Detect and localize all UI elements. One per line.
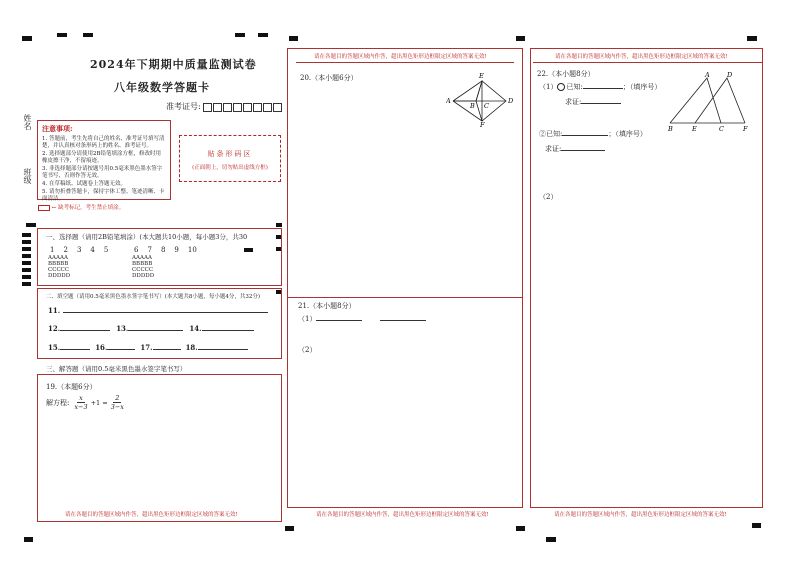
section2-box	[37, 288, 282, 359]
q22-p2-known: ②已知: ；（填序号）	[539, 130, 647, 138]
registration-mark	[83, 33, 93, 37]
answer-blank-16[interactable]	[107, 349, 135, 350]
registration-mark	[24, 537, 33, 542]
choice-number: 1	[50, 246, 55, 254]
absent-checkbox[interactable]	[38, 205, 50, 211]
barcode-note: (正面朝上，切勿贴出虚线方框)	[192, 165, 268, 171]
q20-figure	[446, 71, 516, 127]
q22-prove-blank-2[interactable]	[561, 150, 605, 151]
point-label: B	[470, 102, 475, 110]
exam-id-box[interactable]	[223, 103, 232, 112]
q21-title: 21.（本小题8分）	[298, 302, 356, 310]
section1-title: 一、选择题（请用2B铅笔填涂）(本大题共10小题，每小题3分，共30	[46, 233, 248, 241]
footer-warning: 请在各题目的答题区域内作答，超出黑色矩形边框限定区域的答案无效!	[65, 512, 238, 518]
section2-title: 二、填空题（请用0.5毫米黑色墨水签字笔书写）(本大题共8小题，每小题4分，共32分)	[46, 294, 261, 300]
q22-title: 22.（本小题8分）	[537, 70, 595, 78]
exam-title: 2024年下期期中质量监测试卷	[90, 58, 257, 71]
choice-number: 8	[160, 246, 166, 254]
exam-id-box[interactable]	[263, 103, 272, 112]
q22-answer-area[interactable]	[539, 205, 754, 495]
answer-blank-15[interactable]	[60, 349, 90, 350]
absent-row	[38, 203, 124, 211]
timing-marks	[22, 233, 31, 289]
exam-id-row	[166, 101, 283, 112]
point-label: A	[705, 71, 710, 79]
registration-mark	[516, 36, 525, 41]
choice-options-right[interactable]: AAAAA BBBBB CCCCC DDDDD	[132, 255, 155, 279]
notice-item: 1. 答题前，考生先将自己的姓名、准考证号填写清楚，并认真核对条形码上的姓名、准考证号。	[42, 136, 165, 149]
answer-blank-11[interactable]	[63, 312, 268, 313]
q19-equation	[46, 394, 124, 411]
registration-mark	[258, 33, 268, 37]
choice-number: 2	[63, 246, 68, 254]
choice-number: 9	[174, 246, 179, 254]
barcode-title: 贴条形码区	[207, 150, 253, 158]
q21-answer-area[interactable]	[298, 357, 512, 497]
panel-top-warning: 请在各题目的答题区域内作答，超出黑色矩形边框限定区域的答案无效!	[314, 54, 487, 60]
q22-known-blank-1[interactable]	[583, 88, 623, 89]
answer-blank-17[interactable]	[153, 349, 181, 350]
point-label: D	[508, 97, 514, 105]
notice-item: 4. 在草稿纸、试题卷上答题无效。	[42, 181, 126, 187]
notice-item: 3. 非选择题部分请按题号用0.5毫米黑色墨水签字笔书写，否则作答无效。	[42, 166, 163, 179]
choice-number: 5	[103, 246, 109, 254]
registration-mark	[747, 36, 757, 41]
choice-number: 4	[90, 246, 95, 254]
fraction-2: $\frac{2}{3-x}$	[110, 394, 124, 411]
q21-part2: （2）	[298, 346, 317, 354]
fraction-1: x x−3	[74, 394, 88, 411]
registration-mark	[546, 537, 556, 542]
registration-mark	[289, 36, 298, 41]
registration-mark	[26, 223, 36, 227]
exam-id-box[interactable]	[273, 103, 282, 112]
point-label: D	[727, 71, 733, 79]
registration-mark	[276, 223, 282, 227]
answer-panel-3	[530, 48, 763, 508]
name-label: 姓名	[23, 114, 32, 130]
answer-blank-14[interactable]	[202, 330, 254, 331]
choice-number: 6	[134, 246, 139, 254]
section3-box	[37, 374, 282, 522]
point-label: F	[480, 121, 485, 127]
q22-p1-known: （1） 已知: ；（填序号）	[539, 83, 662, 91]
circle-1	[557, 83, 565, 91]
exam-id-box[interactable]	[203, 103, 212, 112]
choice-numbers-left	[50, 246, 108, 254]
notice-item: 2. 选择题部分请使用2B铅笔填涂方框，修改时用橡皮擦干净，不留痕迹。	[42, 151, 162, 164]
footer-warning: 请在各题目的答题区域内作答，超出黑色矩形边框限定区域的答案无效!	[316, 512, 489, 518]
q22-p1-prove: 求证:	[565, 97, 621, 107]
q21-part1: （1）	[298, 314, 426, 324]
q22-p2-prove: 求证:	[545, 144, 605, 154]
exam-id-label: 准考证号:	[166, 102, 201, 111]
q22-prove-blank-1[interactable]	[581, 103, 621, 104]
exam-id-box[interactable]	[253, 103, 262, 112]
q21-blank-1[interactable]	[316, 320, 362, 321]
answer-blank-18[interactable]	[198, 349, 248, 350]
point-label: C	[484, 102, 489, 110]
point-label: E	[479, 72, 484, 80]
choice-number: 3	[76, 246, 82, 254]
class-label: 班级	[23, 168, 32, 184]
choice-numbers-right	[134, 246, 197, 254]
plus-equals: +1 =	[90, 398, 108, 407]
barcode-area	[179, 135, 281, 182]
point-label: E	[692, 125, 697, 133]
footer-warning: 请在各题目的答题区域内作答，超出黑色矩形边框限定区域的答案无效!	[554, 512, 727, 518]
q19-prefix: 解方程:	[46, 398, 70, 407]
notice-title: 注意事项:	[42, 124, 73, 133]
q22-figure	[665, 71, 751, 133]
fill-row-1: 11.	[48, 306, 268, 315]
registration-mark	[285, 526, 294, 531]
notice-box	[37, 120, 171, 200]
registration-mark	[22, 36, 32, 41]
fill-row-3: 15. 16. 17. 18.	[48, 343, 248, 352]
answer-blank-12[interactable]	[60, 330, 110, 331]
q19-title: 19.（本题6分）	[46, 383, 97, 391]
choice-number: 7	[147, 246, 152, 254]
answer-blank-13[interactable]	[128, 330, 183, 331]
q22-known-blank-2[interactable]	[562, 135, 608, 136]
registration-mark	[244, 248, 253, 252]
q22-part2: （2）	[539, 193, 558, 201]
registration-mark	[516, 526, 525, 531]
notice-item: 5. 请勿折叠答题卡，保持字体工整、笔迹清晰、卡面清洁。	[42, 189, 165, 202]
exam-id-box[interactable]	[233, 103, 242, 112]
q21-blank-2[interactable]	[380, 320, 426, 321]
choice-number: 10	[187, 246, 197, 254]
answer-panel-2	[287, 48, 523, 508]
registration-mark	[57, 33, 67, 37]
section1-box	[37, 228, 282, 286]
absent-note: ← 缺考标记，考生禁止填涂。	[51, 205, 125, 211]
registration-mark	[752, 523, 761, 528]
point-label: A	[446, 97, 451, 105]
exam-id-box[interactable]	[213, 103, 222, 112]
point-label: C	[719, 125, 724, 133]
section3-title: 三、解答题（请用0.5毫米黑色墨水签字笔书写）	[46, 365, 187, 373]
fill-row-2: 12. 13. 14.	[48, 324, 254, 333]
point-label: B	[668, 125, 673, 133]
point-label: F	[743, 125, 748, 133]
card-subtitle: 八年级数学答题卡	[114, 81, 210, 94]
exam-id-box[interactable]	[243, 103, 252, 112]
panel-top-warning: 请在各题目的答题区域内作答，超出黑色矩形边框限定区域的答案无效!	[555, 54, 728, 60]
choice-options-left[interactable]: AAAAA BBBBB CCCCC DDDDD	[48, 255, 71, 279]
registration-mark	[235, 33, 245, 37]
q20-title: 20.（本小题6分）	[300, 74, 358, 82]
